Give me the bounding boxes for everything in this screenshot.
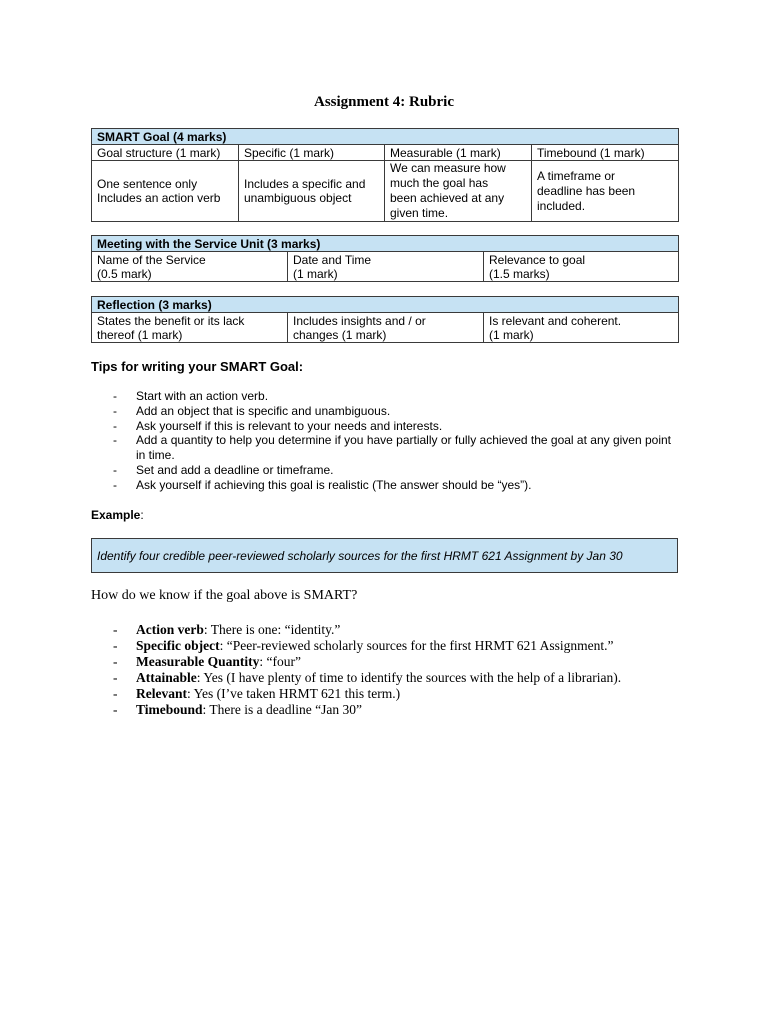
meeting-header: Meeting with the Service Unit (3 marks) <box>92 236 679 252</box>
column-header: Measurable (1 mark) <box>385 145 532 161</box>
list-item: - Relevant: Yes (I’ve taken HRMT 621 this term.) <box>113 686 673 702</box>
table-cell: Relevance to goal (1.5 marks) <box>484 252 679 282</box>
example-goal-text: Identify four credible peer-reviewed scholarly sources for the first HRMT 621 Assignment by Jan 30 <box>97 548 623 563</box>
smart-goal-table <box>91 128 679 222</box>
analysis-list <box>113 622 673 717</box>
list-item: - Timebound: There is a deadline “Jan 30” <box>113 702 673 718</box>
table-cell: Name of the Service (0.5 mark) <box>92 252 288 282</box>
smart-goal-header: SMART Goal (4 marks) <box>92 129 679 145</box>
reflection-table <box>91 296 679 343</box>
column-header: Goal structure (1 mark) <box>92 145 239 161</box>
table-cell: States the benefit or its lack thereof (1 mark) <box>92 313 288 343</box>
example-label: Example: <box>91 508 144 522</box>
list-item: - Start with an action verb. <box>113 389 673 404</box>
table-cell: One sentence only Includes an action verb <box>92 161 239 222</box>
meeting-table <box>91 235 679 282</box>
table-cell: We can measure how much the goal has been achieved at any given time. <box>385 161 532 222</box>
example-goal-box <box>91 538 678 573</box>
list-item: - Set and add a deadline or timeframe. <box>113 463 673 478</box>
list-item: - Action verb: There is one: “identity.” <box>113 622 673 638</box>
table-cell: A timeframe or deadline has been included. <box>532 161 679 222</box>
smart-question: How do we know if the goal above is SMART? <box>91 588 358 603</box>
list-item: - Attainable: Yes (I have plenty of time to identify the sources with the help of a librarian). <box>113 670 673 686</box>
column-header: Timebound (1 mark) <box>532 145 679 161</box>
table-cell: Includes a specific and unambiguous object <box>239 161 385 222</box>
list-item: - Measurable Quantity: “four” <box>113 654 673 670</box>
column-header: Specific (1 mark) <box>239 145 385 161</box>
table-cell: Date and Time (1 mark) <box>288 252 484 282</box>
list-item: - Ask yourself if achieving this goal is realistic (The answer should be “yes”). <box>113 478 673 493</box>
tips-list <box>113 389 673 493</box>
table-cell: Includes insights and / or changes (1 mark) <box>288 313 484 343</box>
reflection-header: Reflection (3 marks) <box>92 297 679 313</box>
list-item: - Add an object that is specific and unambiguous. <box>113 404 673 419</box>
list-item: - Ask yourself if this is relevant to your needs and interests. <box>113 419 673 434</box>
table-cell: Is relevant and coherent. (1 mark) <box>484 313 679 343</box>
list-item: - Add a quantity to help you determine if you have partially or fully achieved the goal at any given point in time. <box>113 433 673 463</box>
list-item: - Specific object: “Peer-reviewed scholarly sources for the first HRMT 621 Assignment.” <box>113 638 673 654</box>
page-title: Assignment 4: Rubric <box>313 94 454 110</box>
tips-heading: Tips for writing your SMART Goal: <box>91 359 304 374</box>
